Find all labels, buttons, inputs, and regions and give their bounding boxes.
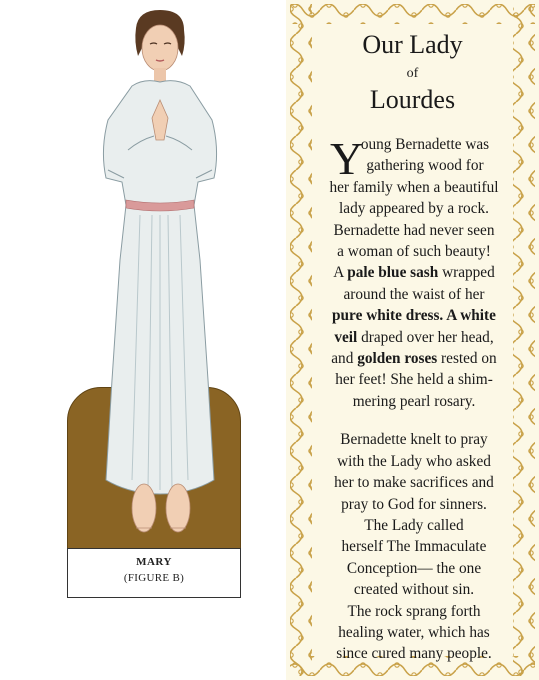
story-line: since cured many people.	[336, 645, 492, 663]
figure-caption-box	[67, 548, 241, 598]
card-title-of: of	[406, 66, 419, 81]
figure-label: (FIGURE B)	[123, 572, 185, 584]
story-text-run: rested on	[437, 350, 497, 368]
story-line: around the waist of her	[343, 285, 485, 303]
drop-cap: Y	[330, 133, 364, 184]
story-text-run: and	[331, 350, 358, 368]
story-line	[322, 327, 506, 348]
story-line: her to make sacrifices and	[334, 474, 494, 492]
mary-figure-illustration	[80, 0, 240, 540]
story-line: gathering wood for	[366, 157, 484, 175]
card-title-line1: Our Lady	[362, 30, 463, 59]
story-line: The rock sprang forth	[347, 602, 481, 620]
story-text-run: A	[333, 264, 348, 282]
story-line: her family when a beautiful	[329, 178, 499, 196]
story-emphasis: A white	[443, 307, 496, 325]
story-line: Conception— the one	[346, 559, 482, 577]
story-emphasis: pale blue sash	[347, 264, 439, 282]
story-line: lady appeared by a rock.	[339, 200, 489, 218]
story-line: healing water, which has	[338, 623, 490, 641]
card-title-line2: Lourdes	[369, 85, 456, 114]
story-line	[322, 262, 506, 283]
story-line: pray to God for sinners.	[341, 495, 487, 513]
story-emphasis: golden roses	[357, 350, 438, 368]
story-text	[322, 134, 506, 665]
story-emphasis: pure white dress.	[332, 307, 444, 325]
story-line: her feet! She held a shim-	[335, 371, 493, 389]
story-line	[322, 305, 506, 326]
story-line: The Lady called	[364, 516, 464, 534]
story-line: created without sin.	[353, 581, 475, 599]
story-card	[286, 0, 539, 680]
story-line: a woman of such beauty!	[337, 243, 491, 261]
story-text-run: draped over her head,	[357, 328, 494, 346]
story-line	[322, 348, 506, 369]
story-line: mering pearl rosary.	[352, 392, 476, 410]
story-text-run: wrapped	[438, 264, 495, 282]
story-line: with the Lady who asked	[337, 452, 491, 470]
story-line: Bernadette knelt to pray	[340, 431, 488, 449]
story-line: Bernadette had never seen	[333, 221, 495, 239]
figure-name: MARY	[136, 556, 172, 568]
paragraph-gap	[322, 412, 506, 429]
story-line: herself The Immaculate	[341, 538, 487, 556]
story-emphasis: veil	[334, 328, 358, 346]
story-line: oung Bernadette was	[360, 136, 490, 153]
